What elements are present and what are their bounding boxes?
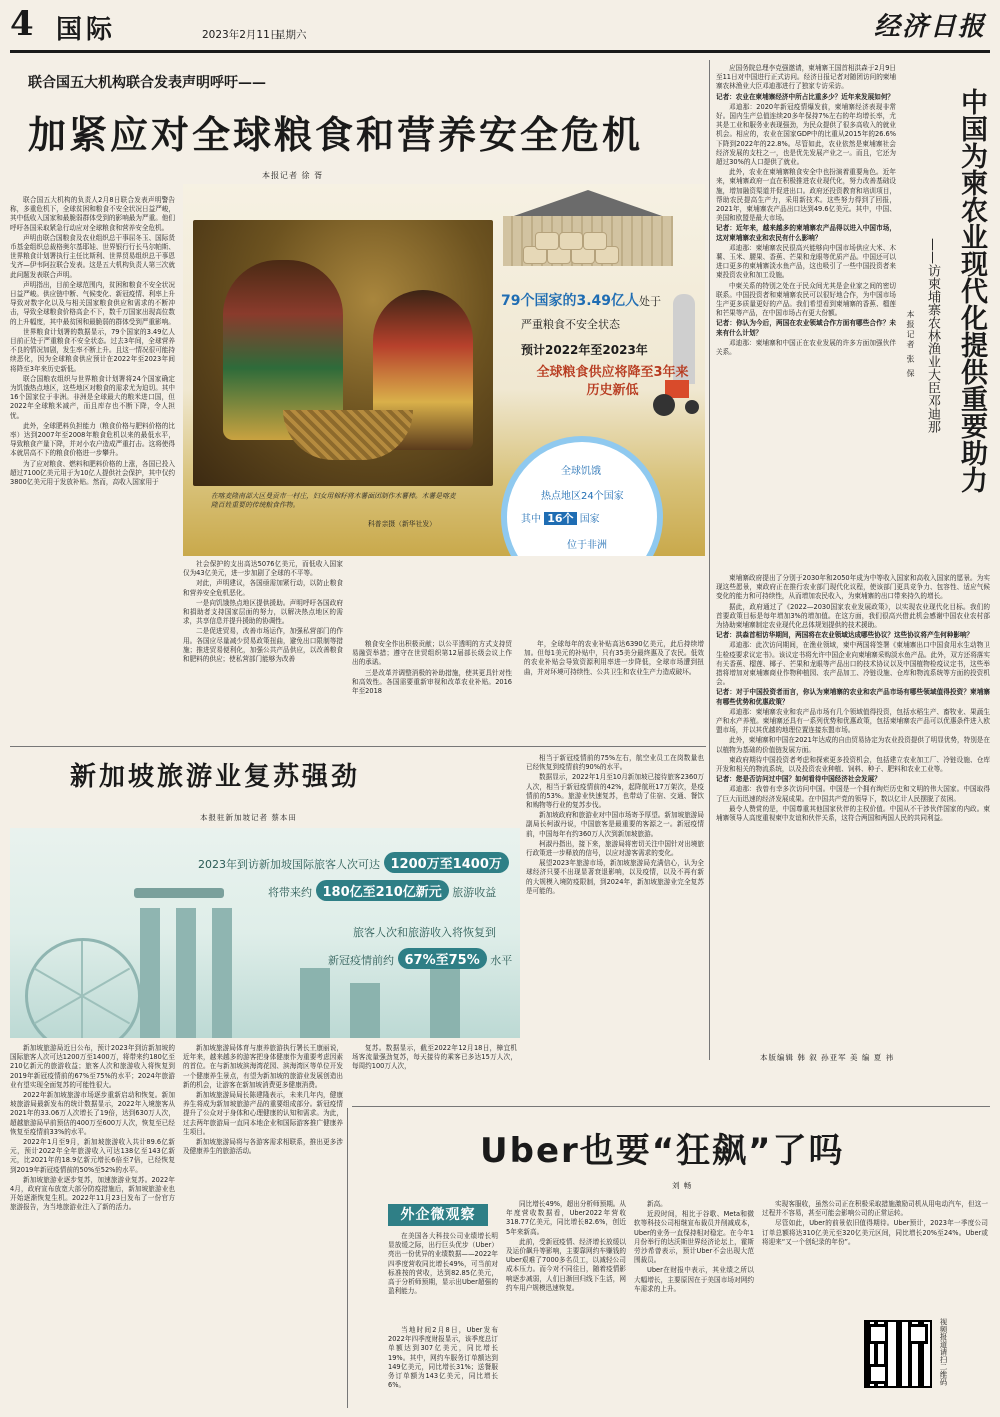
marina-bay-illustration [140,898,280,1038]
uber-headline: Uber也要“狂飙”了吗 [480,1131,845,1171]
grain-column-4: 年，全球每年的农业补贴高达6390亿美元，此后持续增加。但每1美元的补贴中，只有35美分最终惠及了农民。低效的农业补贴会导致资源利用率进一步降低，全球市场遭到扭曲，并对环境可持续性、公共卫生和农业生产力造成破坏。 [524,640,704,676]
uber-column-3: 同比增长49%，超出分析师预期。从年度营收数据看，Uber2022年营收318.77亿美元，同比增长82.6%，创近5年来新高。 此前，受新冠疫情、经济增长放缓以及运价飙升等影响，主要靠网约车赚钱的Uber艰难了7000多名员工，以减轻公司成本压力。而今对不同往日，随着疫情影响逐步减弱，人们日渐回归线下生活，网约车用户规模迅速恢复。 [506,1200,626,1292]
cambodia-subtitle: ——访柬埔寨农林渔业大臣邓迪那 [925,238,940,433]
grain-headline: 加紧应对全球粮食和营养安全危机 [28,112,644,157]
singapore-column-1: 新加坡旅游局近日公布，预计2023年到访新加坡的国际旅客人次可达1200万至1400万，将带来约180亿至210亿新元的旅游收益；旅客人次和旅游收入将恢复到2019年新冠疫情前的67%至75%的水平；2024年旅游业有望实现全面复苏的可能性很大。 2022年新加坡旅游市场逐步重新启动和恢复。新加坡旅游局最新发布的统计数据显示，2022年入境旅客从2021年的33.06万人次增长了19倍，达到630万人次，超越旅游局早前预估的400万至600万人次，恢复至已经恢复至疫情前33%的水平。 2022年1月至9月，新加坡旅游收入共计89.6亿新元，预计2022年全年旅游收入可达138亿至143亿新元，比2021年的18.9亿新元增长6倍至7倍，已经恢复到2019年新冠疫情前的50%至52%的水平。 新加坡旅游业逐步复苏，加速旅游业复苏。2022年4月，政府宣布放宽大部分防疫措施后，新加坡旅游业也开始逐渐恢复生机。2022年11月23日发布了一份官方旅游报告，为当地旅游业注入了新的活力。 [10,1044,175,1212]
divider [10,746,706,747]
singapore-byline: 本报驻新加坡记者 蔡本田 [200,813,297,822]
supertree-illustration [350,983,380,1038]
cambodia-column-1: 应国务院总理李克强邀请，柬埔寨王国首相洪森于2月9日至11日对中国进行正式访问。经济日报记者对随团访问的柬埔寨农林渔业大臣邓迪那进行了独家专访采访。 记者：农业在柬埔寨经济中所占比重多少？近年来发展如何？ 邓迪那：2020年新冠疫情爆发前，柬埔寨经济表现非常好。国内生产总值连续20多年保持7%左右的年均增长率，尤其是工业和服务业表现强劲，为民众提供了很多高收入的就业机会。相应的，农业在国家GDP中的比重从2015年的26.6%下降到2022年的22.8%。尽管如此，农业依然是柬埔寨社会经济发展的支柱之一，也是优先发展产业之一。而且，它还为超过30%的人口提供了就业。 此外，农业在柬埔寨粮食安全中也扮演着重要角色。近年来，柬埔寨政府一直在积极推进农业现代化，努力改善基础设施，增加融资渠道并促进出口。政府还投资教育和培训项目，帮助农民提高生产力，采用新技术。这些努力得到了回报，2021年，柬埔寨农产品出口达到49.6亿美元。其中，中国、美国和欧盟是最大市场。 记者：近年来，越来越多的柬埔寨农产品得以进入中国市场，这对柬埔寨农业和农民有什么影响？ 邓迪那：柬埔寨农民很高兴能够向中国市场供应大米、木薯、玉米、腰果、香蕉、芒果和龙眼等优质产品。中国还可以进口更多的柬埔寨淡水鱼产品，这也吸引了一些中国投资者来柬投资农业和加工设施。 中柬关系的特别之处在于民众间尤其是企业家之间的密切联系。中国投资者和柬埔寨农民可以很好地合作，为中国市场生产更多质量更好的产品。我们希望看到柬埔寨的香蕉、榴莲和芒果等产品，在中国市场占有更大份额。 记者：你认为今后，两国在农业领域合作方面有哪些合作？未来有什么计划？ 邓迪那：柬埔寨和中国正在农业发展的许多方面加强伙伴关系。 [716,64,896,357]
grain-infographic [183,184,705,556]
ring-title: 全球饥饿 [561,466,601,477]
grain-column-3: 粮食安全作出积极贡献；以公平透明的方式支持贸易融资举措；遵守在世贸组织第12届部长级会议上作出的承诺。 三是改革并调整消极的补助措施，使其更具针对性和高效性。各国需要重新审视和改革农业补贴。2016年至2018 [352,640,512,696]
uber-column-1: 在美国各大科技公司业绩增长明显放缓之际，出行巨头优步（Uber）亮出一份优异的业绩数据——2022年四季度营收同比增长49%，可当前对标准按的营收，达到82.85亿美元，高于分析师预期，显示出Uber超强的盈利能力。 [388,1232,498,1296]
issue-date: 2023年2月11日 [202,29,281,41]
ring-africa: 位于非洲 [567,540,607,551]
photo-credit: 科普亲摄（新华社发） [368,520,436,528]
uber-column-2: 当地时间2月8日，Uber发布2022年四季度财报显示，该季度总订单额达到307亿美元，同比增长19%。其中，网约车服务订单额达到149亿美元，同比增长31%；送餐服务订单额为143亿美元，同比增长6%。 [388,1326,498,1390]
stat-supply: 全球粮食供应将降至3年来历史新低 [536,365,689,398]
header-rule [10,50,990,53]
qr-caption: 视频报道请扫二维码 [939,1318,948,1386]
singapore-column-3: 复苏。数据显示，截至2022年12月18日，樟宜机场客流量强劲复苏，每天接待的乘客已多达15万人次，每周约100万人次， [352,1044,517,1071]
singapore-column-4: 相当于新冠疫情前的75%左右，航空业员工在岗数量也已经恢复到疫情前约90%的水平。 数据显示，2022年1月至10月新加坡已接待旅客2360万人次，相当于新冠疫情前的42%，起降航班17万架次，是疫情前的53%。旅游业快速复苏，也带动了住宿、交通、餐饮和购物等行业的复苏步伐。 新加坡政府和旅游业对中国市场寄予厚望。新加坡旅游局副局长柯淑丹说，中国旅客是最重要的客源之一。新冠疫情前，中国每年有约360万人次到新加坡旅游。 柯淑丹指出，接下来，旅游局将密切关注中国针对出境旅行政策进一步释放的信号，以应对游客需求的变化。 展望2023年旅游市场，新加坡旅游局充满信心，认为全球经济只要不出现显著衰退影响，以及疫情，以及不再有新的大规模入境防疫限制，到2024年，新加坡旅游业完全复苏是可能的。 [526,754,704,895]
singapore-column-2: 新加坡旅游局体育与康养旅游执行署长王康丽说，近年来，越来越多的游客把身体健康作为重要考虑因素的首位。在与新加坡滨海湾花园、滨海湾区等单位开发一个健康养生景点，有望为新加坡的旅游业发展创造出新的机会，让游客在新加坡消费更多健康消费。 新加坡旅游局局长陈建隆表示，未来几年内，健康养生将成为新加坡旅游产品的重要组成部分。新冠疫情提升了公众对于身体和心理健康的认知和需求。为此，过去两年旅游局一直同本地企业和国际游客推广健康养生项目。 新加坡旅游局将与各游客需求相联系，推出更多涉及健康养生的旅游活动。 [183,1044,343,1156]
singapore-headline: 新加坡旅游业复苏强劲 [70,762,361,792]
stat-recovery: 新冠疫情前约 67%至75% 水平 [328,948,512,969]
supertree-illustration [300,968,330,1038]
uber-byline: 刘 畅 [672,1181,693,1190]
page-number: 4 [10,4,34,44]
column-tag: 外企微观察 [388,1204,488,1226]
stat-revenue: 将带来约 180亿至210亿新元 旅游收益 [268,880,496,901]
page-editors: 本版编辑 韩 叙 孙亚军 美 编 夏 祎 [760,1053,895,1062]
grain-kicker: 联合国五大机构联合发表声明呼吁—— [28,75,266,91]
supertree-illustration [430,958,460,1038]
cambodia-byline: 本报记者 张 保 [906,310,915,380]
divider [709,60,710,1060]
grain-byline: 本报记者 徐 胥 [262,171,324,180]
cambodia-headline: 中国为柬农业现代化提供重要助力 [956,88,987,493]
observation-wheel-illustration [25,938,141,1038]
stat-forecast: 预计2022年至2023年 [521,343,648,357]
stat-visitors: 2023年到访新加坡国际旅客人次可达 1200万至1400万 [198,852,509,873]
issue-weekday: 星期六 [275,29,307,41]
ring-africa-count: 其中 16个 国家 [521,512,600,525]
stat-countries: 79个国家的3.49亿人处于 [501,293,662,309]
uber-column-5: 实现客服收，虽然公司正在积极采取措施激励司机从用电动汽车，但这一过程并不容易，甚至可能会影响公司的正常运转。 尽管如此，Uber的前景依旧值得期待。Uber预计，2023年一季度公司订单总额将达310亿美元至320亿美元区间，同比增长20%至24%。Uber或将迎来“又一个创纪录的年份”。 [762,1200,988,1246]
ring-hotspots: 热点地区24个国家 [541,491,624,502]
stat-status: 严重粮食不安全状态 [521,318,620,331]
grain-warehouse-illustration [483,190,693,270]
qr-code[interactable] [864,1320,932,1388]
grain-column-1: 联合国五大机构的负责人2月8日联合发表声明警告称，多重危机下，全球贫困和粮食不安全状况日益严峻，其中低收入国家和最脆弱群体受到的影响最为严重。他们呼吁各国采取紧急行动应对全球粮食和营养安全危机。 声明由联合国粮食及农业组织总干事屈冬玉、国际货币基金组织总裁格奥尔基耶娃、世界银行行长马尔帕斯、世界粮食计划署执行主任比斯利、世界贸易组织总干事恩戈齐—伊韦阿拉联合发表。这是五大机构负责人第三次就此问题发表联合声明。 声明指出，目前全球范围内，贫困和粮食不安全状况日益严峻。供应链中断、气候变化、新冠疫情、利率上升导致对数字化以及与相关国家粮食供应和需求的不断冲击，导致全球粮食价格高企不下，数千万国家出现高位数的上升幅度，其中最贫困和最脆弱的群体受到严重影响。 世界粮食计划署的数据显示，79个国家的3.49亿人目前正处于严重粮食不安全状态。过去3年间，全球营养不良的情况加剧，发生率不断上升。且这一情况很可能持续恶化，因为全球粮食供应预计在2022年至2023年间将降至3年来历史新低。 联合国粮农组织与世界粮食计划署将24个国家确定为饥饿热点地区，这些地区对粮食的需求尤为迫切。其中16个国家位于非洲。非洲是全球最大的粮米进口国，但2022年全球粮米减产，而且库存也不断下降，令人担忧。 此外，全球肥料负担能力（粮食价格与肥料价格的比率）达到2007年至2008年粮食危机以来的最低水平，导致粮食产量下降，并对小农户造成严重打击。这将使得本就居高不下的粮食价格进一步攀升。 为了应对粮食、燃料和肥料价格的上涨，各国已投入超过7100亿美元用于为10亿人提供社会保护，其中仅约3800亿美元用于发放补贴。然而，高收入国家用于 [10,196,175,487]
newspaper-logo: 经济日报 [873,12,986,42]
uber-column-4: 新高。 近段时间，相比于谷歌、Meta和微软等科技公司相继宣布裁员并削减成本，Uber的业务一直保持相对稳定。在今年1月份举行的达沃斯世界经济论坛上，霍斯劳沙希曾表示，预计Uber不会出现大范围裁员。 Uber在财报中表示，其业绩之所以大幅增长，主要原因在于美国市场对网约车需求的上升。 [634,1200,754,1293]
cameroon-women-photo [193,220,493,486]
photo-caption: 在喀麦隆南部大区曼贡市一村庄，妇女用棉籽将木薯面团制作木薯棒。木薯是喀麦隆百姓重要的传统粮食作物。 [211,492,456,509]
grain-column-2: 社会保护的支出高达5076亿美元，而低收入国家仅为43亿美元，进一步加剧了全球的不平等。 对此，声明建议，各国亟需加紧行动，以防止粮食和营养安全危机恶化。 一是向饥饿热点地区提供援助。声明呼吁各国政府和捐助者支持国家层面的努力，以解决热点地区的需求，共享信息并提升援助的协调性。 二是促进贸易，改善市场运作，加强私营部门的作用。各国应尽量减少贸易政策扭曲，避免出口限制等措施；推进贸易便利化，加强公共产品供应，以改善粮食和肥料的供应；使私营部门能够为改善 [183,560,343,664]
cambodia-column-2: 柬埔寨政府提出了分别于2030年和2050年成为中等收入国家和高收入国家的愿景。为实现这些愿景，柬政府正在推行农业部门现代化议程，使该部门更具竞争力、包容性、适应气候变化的能力和可持续性，从而增加农民收入，为柬埔寨的出口带来持久的增长。 据此，政府通过了《2022—2030国家农业发展政策》，以实现农业现代化目标。我们的首要政策目标是每年增加3%的增加值。在这方面，我们很高兴借此机会感谢中国农业农村部为协助柬埔寨制定农业现代化总体规划提供的技术援助。 记者：洪森首相访华期间，两国将在农业领域达成哪些协议？这些协议将产生何种影响？ 邓迪那：此次访问期间，在渔业领域，柬中两国将签署《柬埔寨出口中国食用水生动物卫生检疫要求议定书》。该议定书将允许中国企业向柬埔寨采购淡水鱼产品。此外，双方还将落实有关香蕉、榴莲、椰子、芒果和龙眼等产品出口的技术协议以及中国植物检疫议定书，这些举措将增加对柬埔寨商业作物种植园、农产品加工、冷链设施、仓库和物流系统等方面的投资机会。 记者：对于中国投资者而言，你认为柬埔寨的农业和农产品市场有哪些领域值得投资？柬埔寨有哪些优势和优惠政策？ 邓迪那：柬埔寨农业和农产品市场有几个领域值得投资，包括水稻生产、畜牧业、果蔬生产和水产养殖。柬埔寨还具有一系列优势和优惠政策，包括柬埔寨农产品可以优惠条件进入欧盟市场，并以其优越的地理位置连接东盟市场。 此外，柬埔寨和中国在2021年达成的自由贸易协定为农业投资提供了明显优势，特别是在以植物为基础的价值链发展方面。 柬政府期待中国投资者考虑和探索更多投资机会，包括建立农业加工厂、冷链设施、仓库开发和相关的物流系统，以及投资农业种植、饲料、种子、肥料和农业工业等。 记者：您是否访问过中国？如何看待中国经济社会发展？ 邓迪那：我曾有幸多次访问中国。中国是一个拥有绚烂历史和文明的伟大国家。中国取得了巨大而迅速的经济发展成果。在中国共产党的领导下，数以亿计人民摆脱了贫困。 最令人赞赏的是，中国尊重其他国家伙伴的主权价值。中国从不干涉伙伴国家的内政。柬埔寨领导人高度重视柬中友谊和伙伴关系，这符合两国和两国人民的共同利益。 [716,574,990,823]
stat-recovery-label: 旅客人次和旅游收入将恢复到 [353,926,496,939]
singapore-infographic [10,828,520,1038]
section-title: 国际 [56,15,117,45]
divider [352,1106,990,1107]
divider [347,1108,348,1408]
